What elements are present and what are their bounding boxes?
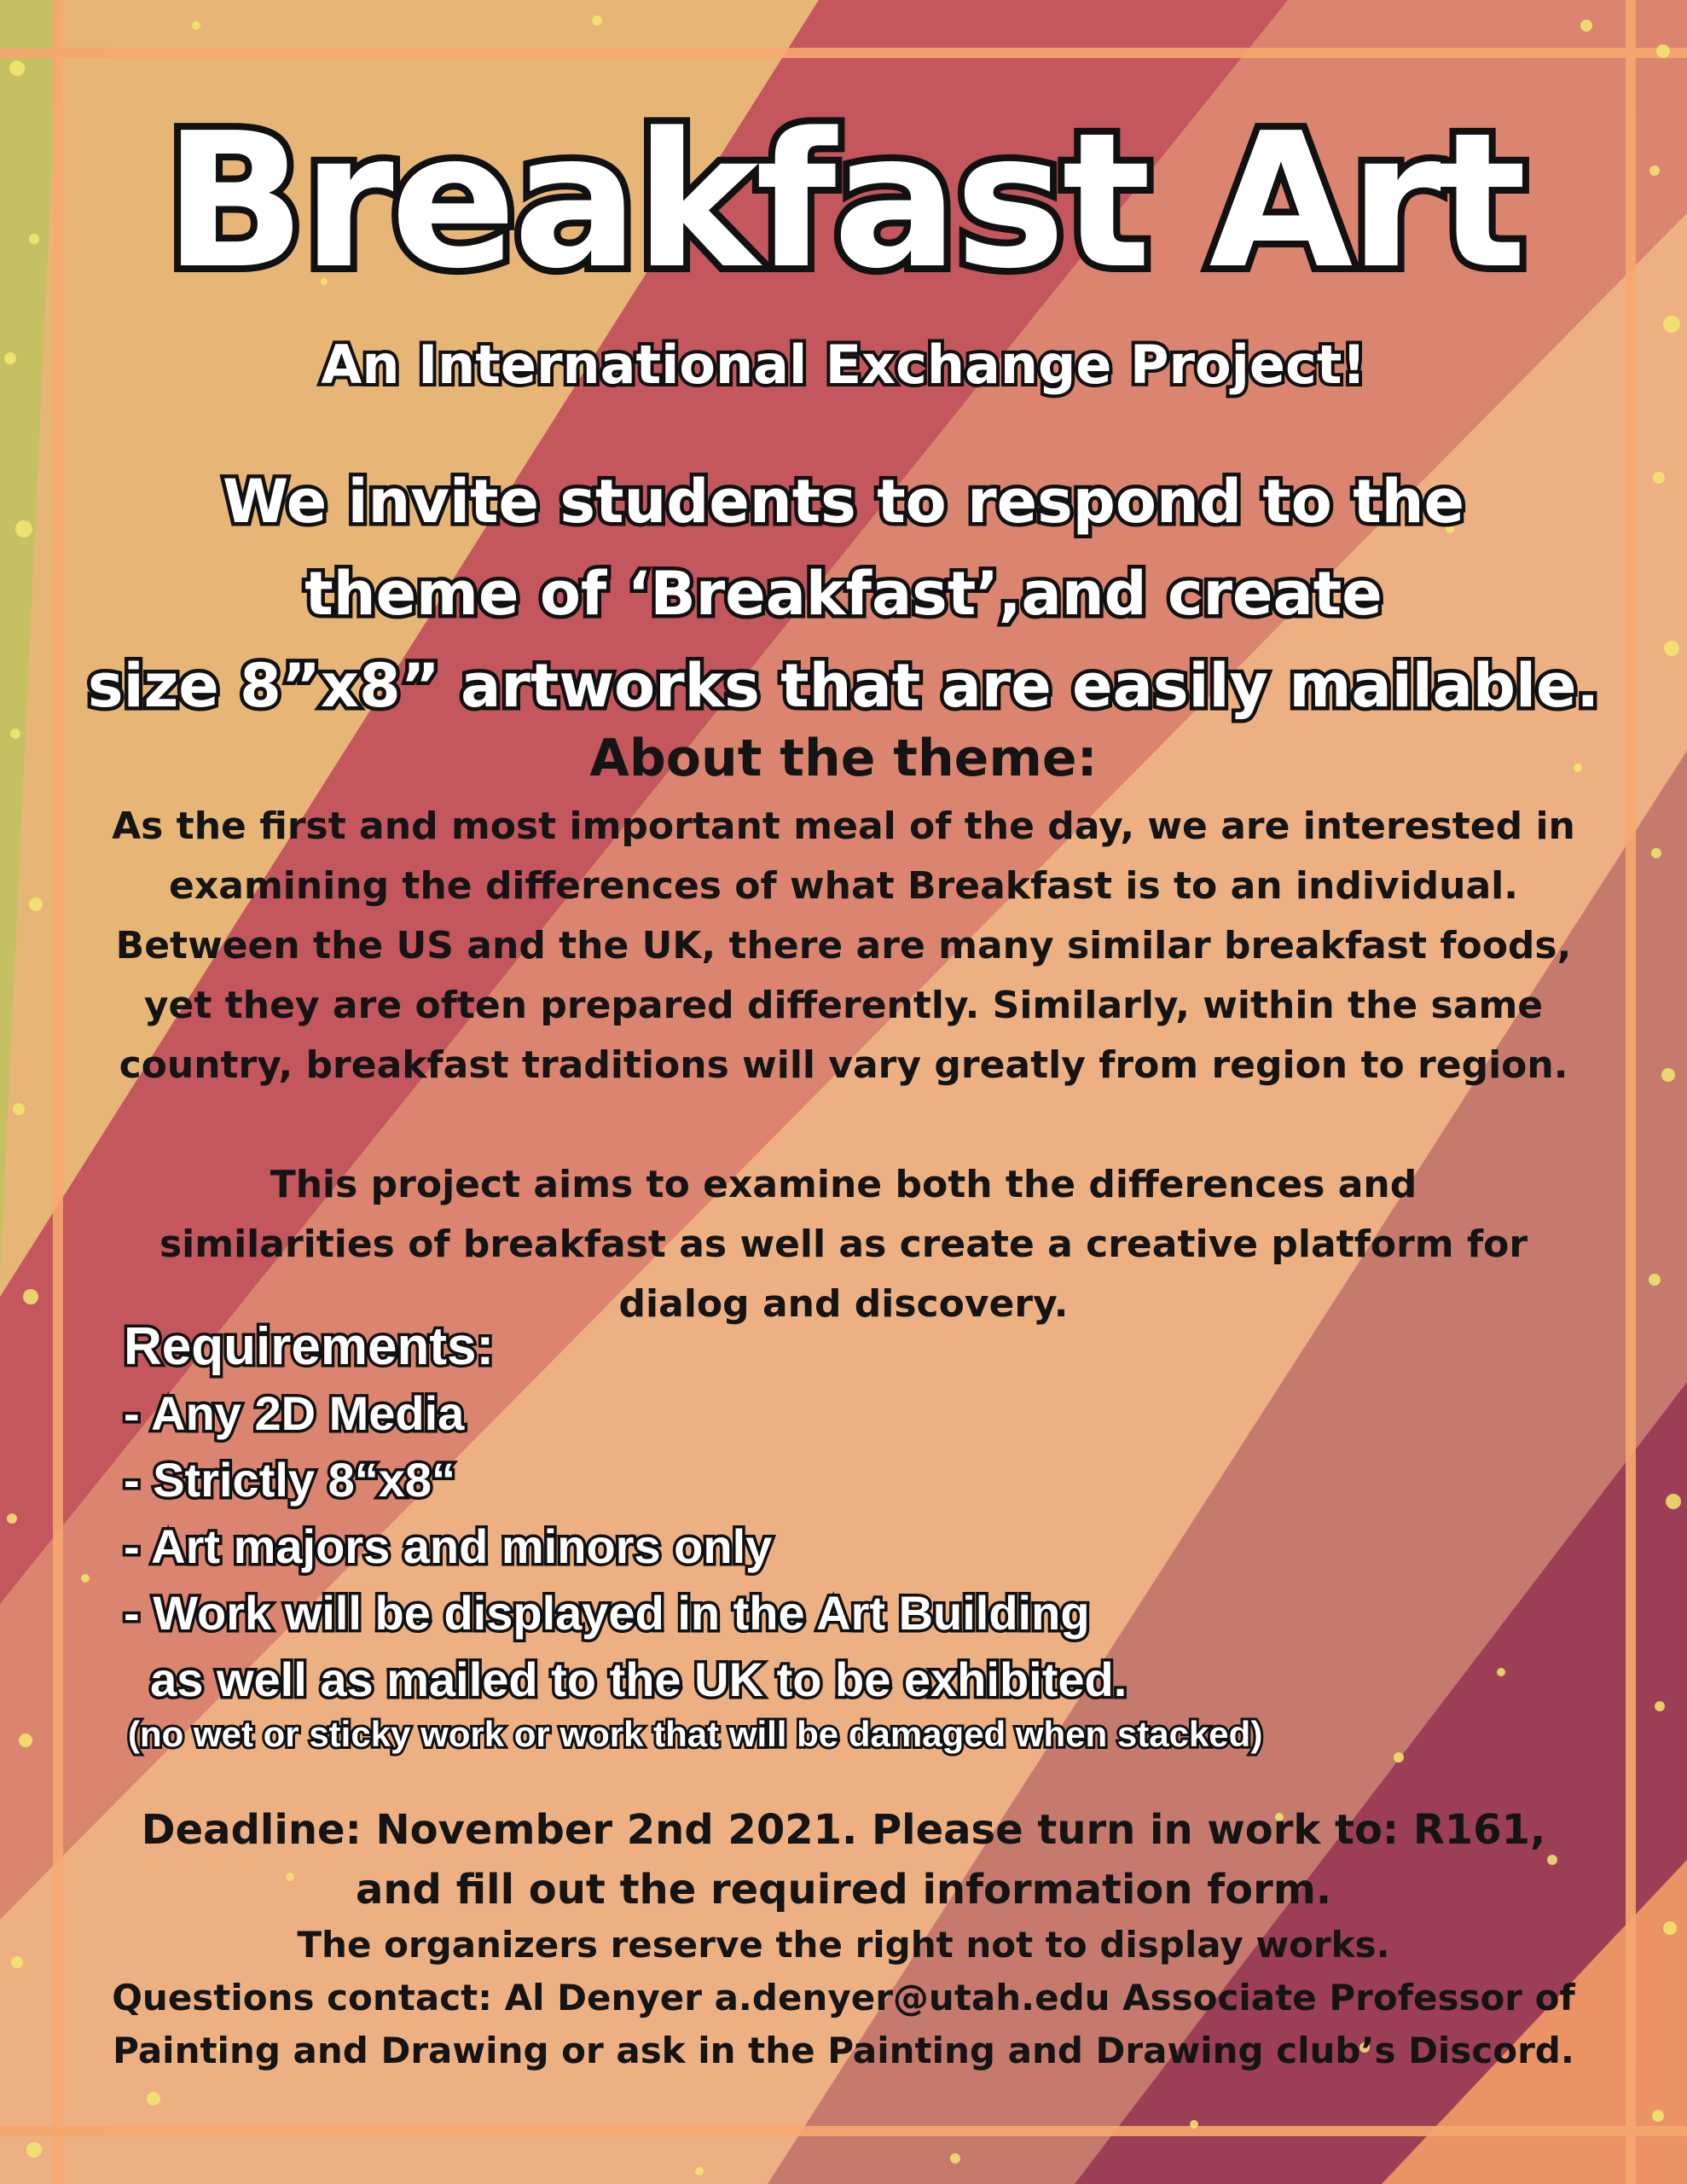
main-title: Breakfast Art xyxy=(164,94,1523,310)
deadline-text: Deadline: November 2nd 2021. Please turn in work to: R161, and fill out the required information form. xyxy=(141,1806,1546,1914)
invitation-text: We invite students to respond to the theme of ‘Breakfast’,and create size 8”x8” artworks that are easily mailable. xyxy=(87,467,1600,721)
requirement-item: - Work will be displayed in the Art Building xyxy=(124,1586,1090,1640)
requirement-item: as well as mailed to the UK to be exhibited. xyxy=(124,1653,1128,1706)
requirements-section xyxy=(124,1314,1574,1713)
requirement-item: - Any 2D Media xyxy=(124,1386,465,1440)
requirements-heading: Requirements: xyxy=(124,1317,495,1376)
requirements-note: (no wet or sticky work or work that will be damaged when stacked) xyxy=(128,1714,1263,1754)
about-heading: About the theme: xyxy=(589,729,1098,788)
requirement-item: - Strictly 8“x8“ xyxy=(124,1453,456,1507)
requirement-item: - Art majors and minors only xyxy=(124,1519,773,1573)
subtitle: An International Exchange Project! xyxy=(321,334,1366,396)
about-paragraph: As the first and most important meal of the day, we are interested in examining the differences of what Breakfast is to an individual. Between the US and the UK, there are many similar breakfast foods, yet they are often prepared differently. Similarly, within the same country, breakfast traditions will vary greatly from region to region. xyxy=(112,804,1575,1087)
aims-paragraph: This project aims to examine both the differences and similarities of breakfast as well as create a creative platform for dialog and discovery. xyxy=(159,1163,1528,1326)
contact-text: The organizers reserve the right not to display works. Questions contact: Al Denyer a.denyer@utah.edu Associate Professor of Painting and Drawing or ask in the Painting and Drawing club’s Discord. xyxy=(112,1924,1575,2071)
